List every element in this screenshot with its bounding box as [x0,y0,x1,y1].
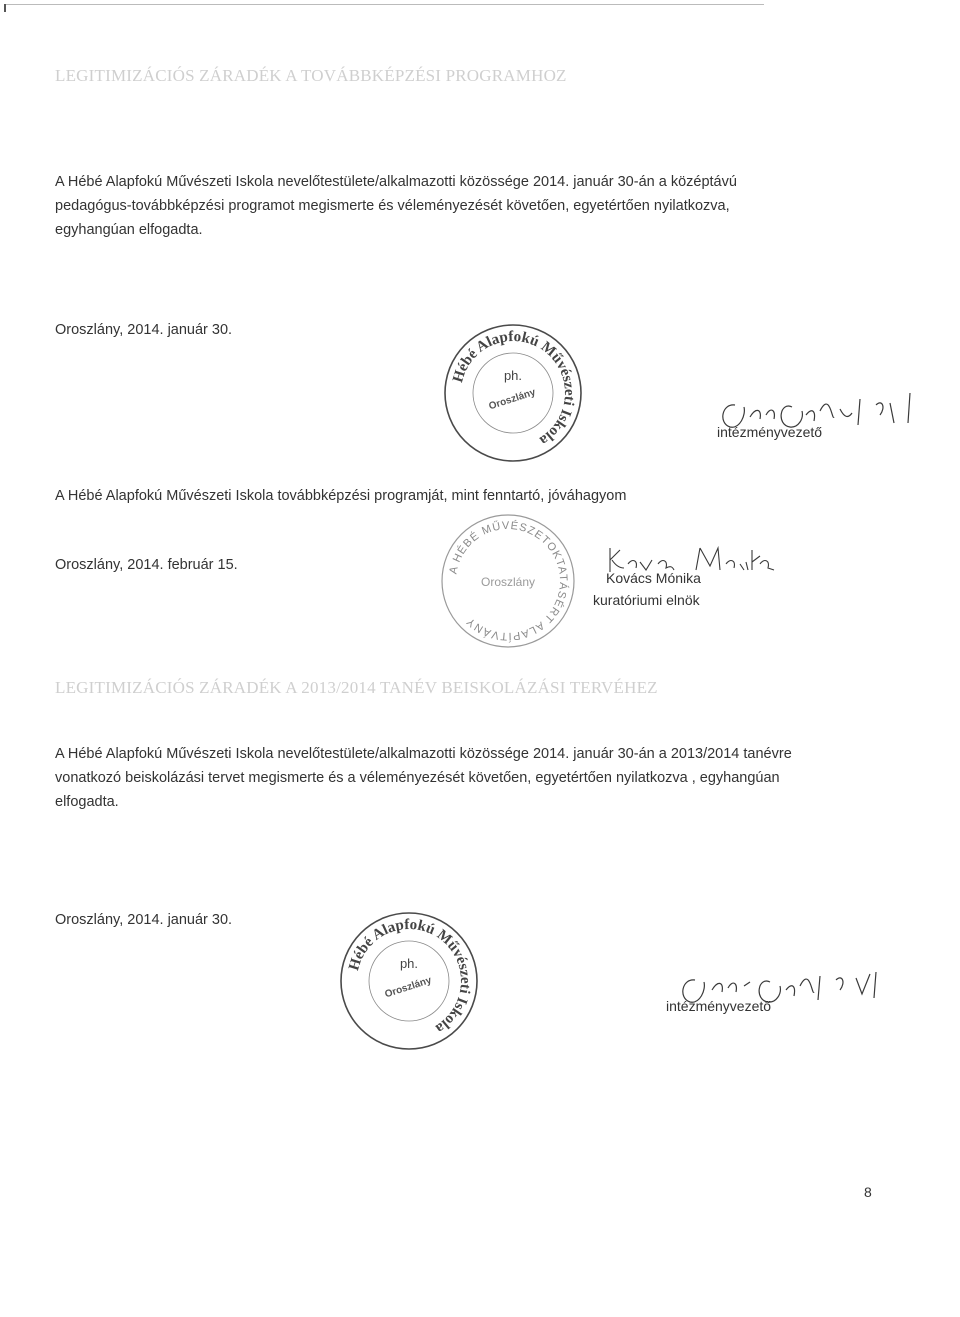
approval-place-date: Oroszlány, 2014. február 15. [55,557,238,573]
stamp-ring-text: Hébé Alapfokú Művészeti Iskola [450,328,578,449]
page-number: 8 [864,1184,872,1200]
svg-text:Hébé Alapfokú Művészeti Iskola [346,917,473,1037]
stamp-city-text: Oroszlány [480,575,536,589]
section2-paragraph [55,742,792,814]
foundation-stamp [433,506,583,656]
school-stamp [334,906,484,1056]
scan-corner-line [4,4,764,5]
stamp-center-text: ph. [399,956,419,971]
stamp-city-text: Oroszlány [487,386,537,413]
signer-title: intézményvezető [717,424,823,440]
scan-corner-mark [4,4,6,12]
section2-heading: LEGITIMIZÁCIÓS ZÁRADÉK A 2013/2014 TANÉV BEISKOLÁZÁSI TERVÉHEZ [55,678,658,697]
paragraph-line: egyhangúan elfogadta. [55,222,203,238]
svg-text:Hébé Alapfokú Művészeti Iskola [450,329,577,449]
paragraph-line: vonatkozó beiskolázási tervet megismerte és a véleményezését követően, egyetértően nyilatkozva , egyhangúan [55,770,780,786]
stamp-ring-text: A HÉBÉ MŰVÉSZETOKTATÁSÉRT ALAPÍTVÁNY [447,519,570,643]
paragraph-line: A Hébé Alapfokú Művészeti Iskola nevelőtestülete/alkalmazotti közössége 2014. január 30-án a középtávú [55,174,737,190]
paragraph-line: pedagógus-továbbképzési programot megismerte és véleményezését követően, egyetértően nyilatkozva, [55,198,730,214]
section1-paragraph [55,170,737,242]
section1-heading: LEGITIMIZÁCIÓS ZÁRADÉK A TOVÁBBKÉPZÉSI PROGRAMHOZ [55,66,567,85]
paragraph-line: A Hébé Alapfokú Művészeti Iskola nevelőtestülete/alkalmazotti közössége 2014. január 30-án a 2013/2014 tanévre [55,746,792,762]
approver-title: kuratóriumi elnök [593,592,700,608]
section2-place-date: Oroszlány, 2014. január 30. [55,912,233,928]
approver-name: Kovács Mónika [606,570,701,586]
paragraph-line: elfogadta. [55,794,119,810]
stamp-ring-text: Hébé Alapfokú Művészeti Iskola [346,916,474,1037]
section1-place-date: Oroszlány, 2014. január 30. [55,322,233,338]
stamp-center-text: ph. [503,368,523,383]
approval-text: A Hébé Alapfokú Művészeti Iskola továbbképzési programját, mint fenntartó, jóváhagyom [55,488,627,504]
signer-title: intézményvezető [666,998,772,1014]
stamp-city-text: Oroszlány [383,974,433,1001]
school-stamp [438,318,588,468]
